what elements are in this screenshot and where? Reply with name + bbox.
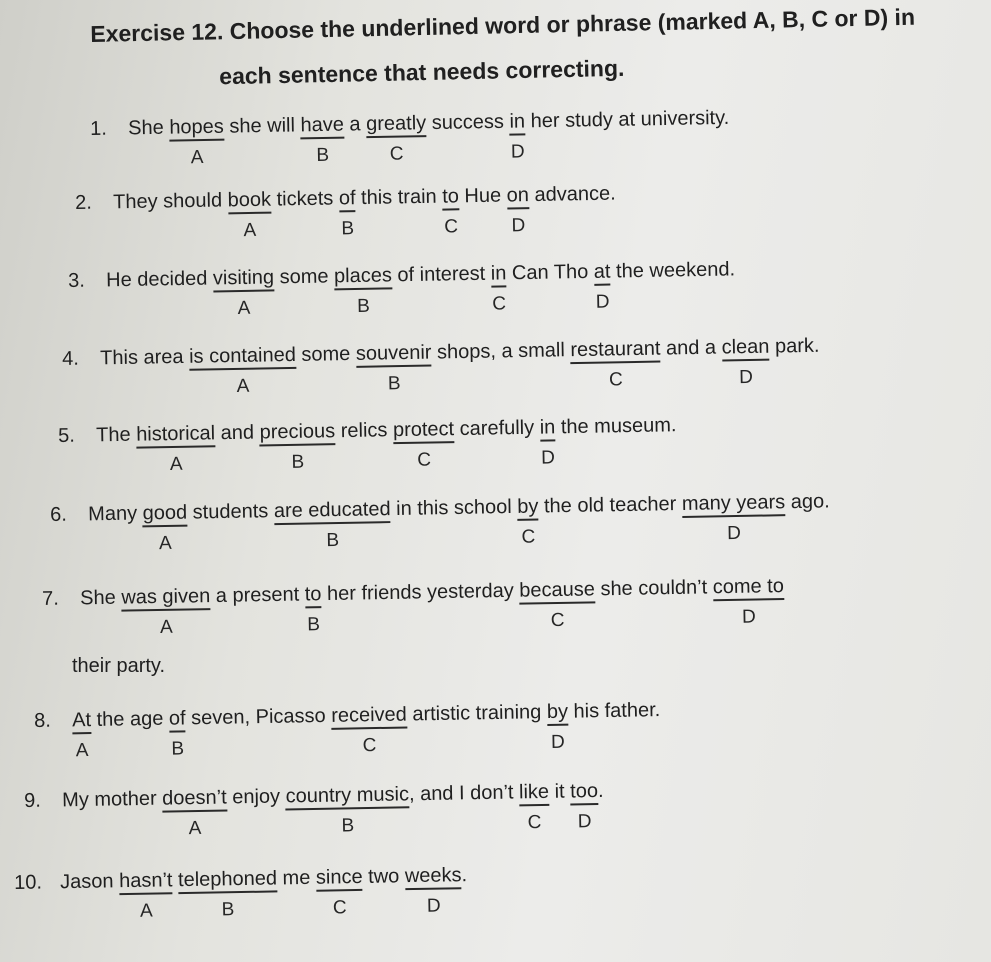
question-number: 1. bbox=[90, 117, 108, 140]
option-a[interactable]: hasn’t A bbox=[118, 869, 173, 922]
option-letter: A bbox=[169, 453, 183, 476]
option-letter: D bbox=[741, 606, 756, 628]
option-b[interactable]: precious B bbox=[259, 420, 336, 473]
sentence-text: advance. bbox=[528, 182, 616, 207]
option-letter: A bbox=[236, 375, 250, 397]
sentence-text: The bbox=[95, 423, 137, 447]
sentence-text: relics bbox=[335, 419, 394, 443]
option-b[interactable]: of B bbox=[168, 707, 186, 760]
option-letter: B bbox=[291, 451, 305, 473]
option-d[interactable]: by D bbox=[546, 700, 569, 753]
sentence-text: She bbox=[127, 116, 170, 140]
sentence-text: ago. bbox=[785, 490, 830, 514]
option-d[interactable]: weeks D bbox=[404, 864, 462, 917]
option-letter: B bbox=[326, 529, 340, 552]
sentence-text: This area bbox=[99, 345, 190, 370]
sentence-text: a present bbox=[210, 583, 305, 608]
sentence-text: the age bbox=[90, 707, 170, 732]
sentence-text: in this school bbox=[390, 495, 518, 521]
sentence-text: Many bbox=[87, 502, 143, 526]
sentence-text: Hue bbox=[458, 184, 507, 208]
sentence-text: carefully bbox=[453, 416, 540, 441]
option-letter: A bbox=[139, 900, 153, 922]
question-number: 8. bbox=[34, 709, 52, 732]
sentence-text: this train bbox=[355, 185, 443, 210]
sentence-text: me bbox=[276, 866, 317, 890]
option-b[interactable]: are educated B bbox=[273, 498, 391, 552]
sentence-text: the weekend. bbox=[610, 258, 736, 283]
option-letter: D bbox=[577, 811, 592, 833]
option-letter: C bbox=[550, 609, 565, 632]
sentence-text: and a bbox=[660, 336, 722, 360]
sentence-text: , and I don’t bbox=[408, 781, 520, 806]
sentence-text: artistic training bbox=[406, 701, 548, 726]
option-c[interactable]: received C bbox=[331, 703, 407, 757]
option-c[interactable]: since C bbox=[315, 865, 363, 919]
sentence-text: a bbox=[343, 113, 367, 136]
option-letter: C bbox=[608, 369, 624, 391]
sentence-text: her friends yesterday bbox=[321, 579, 520, 606]
option-d[interactable]: in D bbox=[509, 110, 526, 163]
option-letter: B bbox=[341, 218, 355, 240]
option-a[interactable]: was given A bbox=[121, 585, 211, 638]
option-letter: C bbox=[332, 897, 347, 919]
option-a[interactable]: doesn’t A bbox=[162, 786, 227, 840]
option-letter: D bbox=[426, 895, 441, 917]
question-number: 7. bbox=[42, 587, 60, 610]
option-a[interactable]: book A bbox=[227, 188, 272, 242]
option-letter: A bbox=[158, 532, 172, 555]
option-c[interactable]: because C bbox=[519, 578, 596, 632]
option-letter: A bbox=[75, 740, 89, 762]
sentence-text: . bbox=[597, 779, 604, 802]
sentence-text: the old teacher bbox=[538, 492, 683, 518]
option-b[interactable]: souvenir B bbox=[355, 341, 432, 395]
option-letter: C bbox=[417, 449, 432, 471]
option-letter: B bbox=[341, 815, 355, 837]
sentence-text: the museum. bbox=[555, 414, 677, 439]
question-10 bbox=[14, 864, 468, 922]
sentence-text: shops, a small bbox=[431, 339, 571, 364]
question-number: 2. bbox=[75, 191, 93, 214]
option-d[interactable]: in D bbox=[539, 416, 556, 469]
option-c[interactable]: to C bbox=[442, 185, 460, 238]
sentence-text: and bbox=[214, 421, 260, 445]
option-letter: D bbox=[727, 522, 742, 545]
sentence-text: She bbox=[79, 586, 122, 610]
question-7 bbox=[42, 575, 785, 638]
question-number: 9. bbox=[24, 789, 42, 812]
sentence-text: seven, Picasso bbox=[185, 704, 332, 730]
question-number: 10. bbox=[14, 871, 43, 894]
option-d[interactable]: clean D bbox=[721, 335, 770, 389]
sentence-text: his father. bbox=[567, 699, 661, 723]
option-b[interactable]: telephoned B bbox=[177, 867, 278, 921]
question-1 bbox=[90, 106, 730, 169]
option-letter: D bbox=[738, 366, 754, 389]
option-letter: C bbox=[527, 811, 542, 834]
option-letter: D bbox=[550, 731, 565, 753]
sentence-text: tickets bbox=[270, 187, 340, 211]
sentence-text: of interest bbox=[391, 262, 491, 287]
option-c[interactable]: like C bbox=[518, 780, 550, 834]
question-5 bbox=[58, 414, 677, 476]
sentence-text: students bbox=[186, 500, 275, 524]
sentence-text: They should bbox=[112, 189, 228, 214]
option-a[interactable]: historical A bbox=[136, 422, 216, 476]
option-letter: C bbox=[492, 293, 507, 315]
question-8 bbox=[34, 699, 661, 762]
option-b[interactable]: places B bbox=[333, 264, 393, 317]
option-letter: A bbox=[237, 297, 251, 320]
option-letter: B bbox=[307, 614, 321, 636]
option-d[interactable]: too D bbox=[569, 779, 599, 833]
option-a[interactable]: At A bbox=[71, 709, 92, 762]
option-c[interactable]: in C bbox=[490, 262, 507, 315]
sentence-text: park. bbox=[769, 334, 820, 358]
sentence-text: it bbox=[548, 780, 571, 803]
option-letter: A bbox=[190, 147, 204, 169]
option-letter: A bbox=[159, 616, 173, 638]
question-6 bbox=[50, 490, 830, 555]
option-letter: B bbox=[171, 738, 185, 760]
question-3 bbox=[68, 258, 736, 320]
option-letter: C bbox=[389, 143, 404, 165]
question-2 bbox=[75, 182, 616, 242]
sentence-text: two bbox=[362, 865, 406, 888]
option-letter: B bbox=[356, 295, 371, 317]
option-letter: A bbox=[188, 817, 202, 840]
option-letter: C bbox=[444, 216, 459, 238]
option-letter: B bbox=[387, 373, 401, 395]
sentence-text: she will bbox=[223, 114, 301, 138]
option-letter: C bbox=[362, 735, 377, 757]
sentence-text: enjoy bbox=[226, 785, 286, 809]
option-d[interactable]: come to D bbox=[712, 575, 785, 628]
option-letter: D bbox=[510, 141, 525, 163]
sentence-text: He decided bbox=[105, 267, 214, 292]
option-letter: D bbox=[540, 447, 556, 469]
title-line-2: each sentence that needs correcting. bbox=[218, 54, 625, 90]
sentence-text: Jason bbox=[59, 870, 120, 894]
option-a[interactable]: is contained A bbox=[188, 343, 297, 397]
sentence-text: My mother bbox=[61, 787, 163, 812]
question-number: 6. bbox=[50, 503, 68, 526]
sentence-text: some bbox=[295, 342, 357, 366]
option-c[interactable]: by C bbox=[517, 495, 539, 548]
question-number: 3. bbox=[68, 269, 86, 292]
question-4 bbox=[62, 334, 820, 397]
option-b[interactable]: of B bbox=[338, 187, 356, 240]
option-b[interactable]: country music B bbox=[285, 783, 410, 837]
option-b[interactable]: to B bbox=[304, 583, 322, 636]
question-number: 4. bbox=[62, 347, 80, 370]
option-c[interactable]: greatly C bbox=[365, 112, 427, 165]
question-7-continuation: their party. bbox=[72, 655, 165, 677]
exercise-title bbox=[90, 0, 981, 95]
sentence-text: Can Tho bbox=[506, 260, 595, 285]
option-c[interactable]: restaurant C bbox=[570, 337, 661, 391]
option-letter: D bbox=[595, 291, 610, 313]
sentence-text: she couldn’t bbox=[594, 576, 713, 601]
sentence-text: success bbox=[425, 110, 510, 135]
question-9 bbox=[24, 779, 604, 840]
option-b[interactable]: have B bbox=[300, 113, 345, 167]
option-letter: C bbox=[521, 526, 536, 548]
option-a[interactable]: good A bbox=[142, 501, 188, 555]
option-d[interactable]: many years D bbox=[681, 491, 786, 545]
option-letter: B bbox=[316, 144, 330, 167]
option-a[interactable]: hopes A bbox=[169, 115, 225, 169]
option-d[interactable]: at D bbox=[593, 260, 611, 313]
title-line-1: Exercise 12. Choose the underlined word or phrase (marked A, B, C or D) in bbox=[90, 3, 916, 47]
option-letter: A bbox=[243, 219, 257, 242]
option-c[interactable]: protect C bbox=[392, 418, 455, 471]
option-letter: B bbox=[221, 899, 235, 921]
sentence-text: some bbox=[273, 265, 335, 289]
option-d[interactable]: on D bbox=[506, 184, 530, 237]
option-letter: D bbox=[511, 215, 526, 237]
sentence-text: her study at university. bbox=[524, 106, 730, 133]
sentence-text: . bbox=[461, 864, 468, 887]
option-a[interactable]: visiting A bbox=[212, 266, 275, 320]
question-number: 5. bbox=[58, 424, 76, 447]
